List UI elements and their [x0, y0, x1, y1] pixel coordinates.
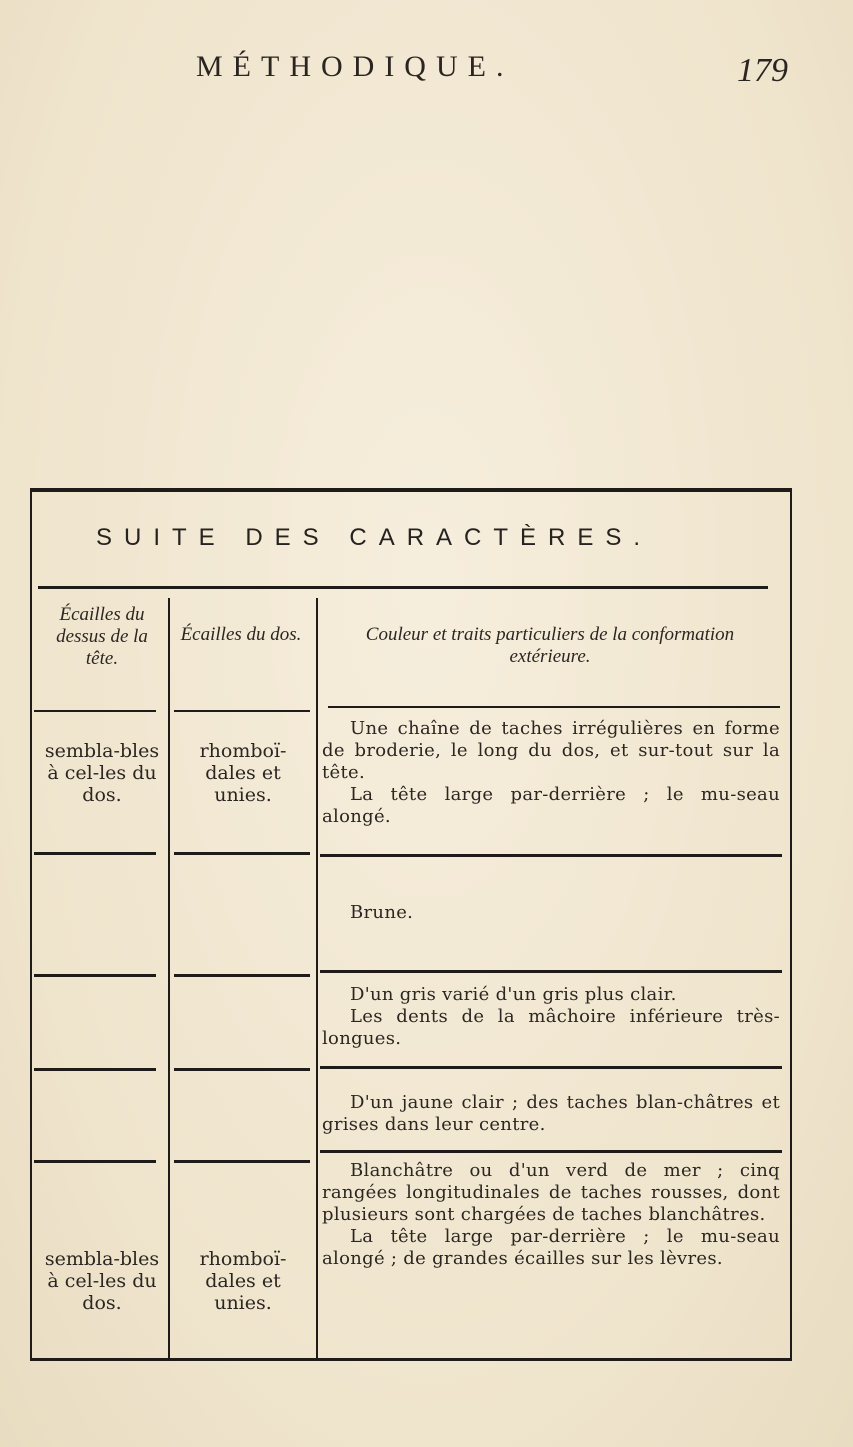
row5-head-scales: sembla-bles à cel-les du dos.	[44, 1248, 160, 1314]
row-rule	[320, 970, 782, 973]
column-rule-2	[316, 598, 318, 1360]
row-rule	[174, 710, 310, 712]
row4-description-para1: D'un jaune clair ; des taches blan-châtres et grises dans leur centre.	[322, 1092, 780, 1135]
row-rule	[320, 854, 782, 857]
row1-description-para1: Une chaîne de taches irrégulières en forme de broderie, le long du dos, et sur-tout sur la tête.	[322, 718, 780, 783]
row1-head-scales: sembla-bles à cel-les du dos.	[44, 740, 160, 806]
row-rule	[174, 1160, 310, 1163]
row5-description	[322, 1160, 780, 1270]
row-rule	[320, 1066, 782, 1069]
running-head: MÉTHODIQUE.	[196, 50, 514, 83]
title-rule	[38, 586, 768, 589]
row3-description-para2: Les dents de la mâchoire inférieure très-longues.	[322, 1006, 780, 1049]
row3-description	[322, 984, 780, 1050]
row-rule	[34, 974, 156, 977]
row5-description-para2: La tête large par-derrière ; le mu-seau alongé ; de grandes écailles sur les lèvres.	[322, 1226, 780, 1269]
row3-description-para1: D'un gris varié d'un gris plus clair.	[350, 984, 677, 1005]
row1-description-para2: La tête large par-derrière ; le mu-seau alongé.	[322, 784, 780, 827]
column-rule-1	[168, 598, 170, 1360]
row4-description	[322, 1092, 780, 1136]
row-rule	[320, 1150, 782, 1153]
row-rule	[34, 1068, 156, 1071]
row-rule	[174, 974, 310, 977]
row-rule	[34, 710, 156, 712]
header-scales-head: Écailles du dessus de la tête.	[56, 604, 148, 669]
row1-back-scales: rhomboï-dales et unies.	[199, 740, 287, 806]
row-rule	[174, 1068, 310, 1071]
header-scales-back: Écailles du dos.	[180, 624, 302, 645]
row-rule	[34, 852, 156, 855]
row-rule	[328, 706, 780, 708]
row-rule	[174, 852, 310, 855]
table-title: SUITE DES CARACTÈRES.	[96, 524, 653, 551]
header-color-traits: Couleur et traits particuliers de la conformation extérieure.	[365, 624, 735, 667]
row5-description-para1: Blanchâtre ou d'un verd de mer ; cinq rangées longitudinales de taches rousses, dont plusieurs sont chargées de taches blanchâtres.	[322, 1160, 780, 1225]
row-rule	[34, 1160, 156, 1163]
row2-description-para1: Brune.	[350, 902, 414, 923]
page-number: 179	[737, 52, 788, 89]
row1-description	[322, 718, 780, 828]
row2-description	[322, 902, 780, 924]
row5-back-scales: rhomboï-dales et unies.	[199, 1248, 287, 1314]
